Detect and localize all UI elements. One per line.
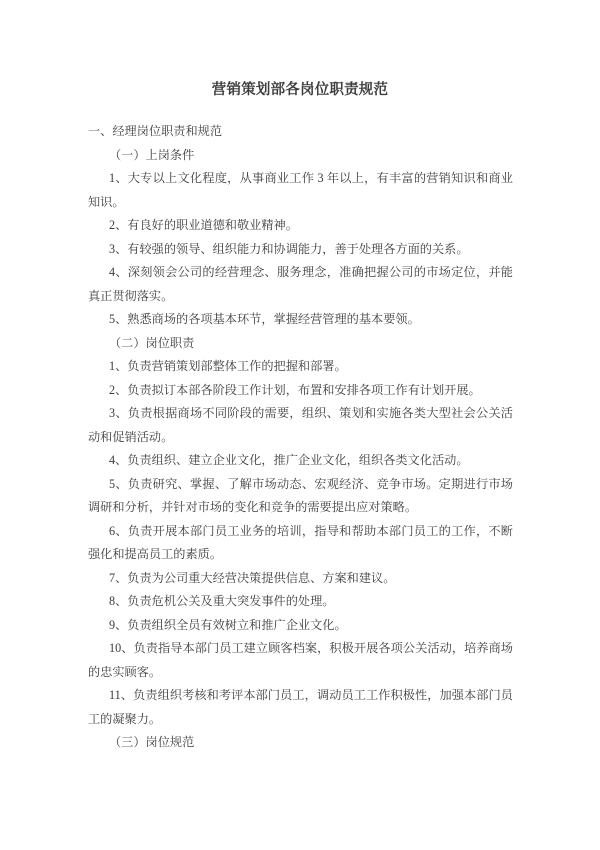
document-line: 调研和分析，并针对市场的变化和竞争的需要提出应对策略。 <box>88 500 418 514</box>
document-line: 动和促销活动。 <box>88 429 174 444</box>
document-line: （一）上岗条件 <box>109 147 195 162</box>
document-line: 9、负责组织全员有效树立和推广企业文化。 <box>109 617 347 632</box>
document-line: （三）岗位规范 <box>109 735 195 749</box>
document-line: 1、负责营销策划部整体工作的把握和部署。 <box>109 359 347 373</box>
document-line: （二）岗位职责 <box>109 335 195 350</box>
document-body <box>88 120 513 755</box>
document-line: 1、大专以上文化程度，从事商业工作 3 年以上，有丰富的营销知识和商业 <box>109 171 513 185</box>
document-line: 知识。 <box>88 194 125 209</box>
document-line: 的忠实顾客。 <box>88 664 162 679</box>
document-line: 10、负责指导本部门员工建立顾客档案，积极开展各项公关活动，培养商场 <box>109 641 513 655</box>
document-line: 4、深刻领会公司的经营理念、服务理念，准确把握公司的市场定位，并能 <box>109 265 513 279</box>
document-line: 2、负责拟订本部各阶段工作计划，布置和安排各项工作有计划开展。 <box>109 382 481 397</box>
document-line: 5、熟悉商场的各项基本环节，掌握经营管理的基本要领。 <box>109 312 420 326</box>
document-line: 3、负责根据商场不同阶段的需要，组织、策划和实施各类大型社会公关活 <box>109 406 513 420</box>
document-line: 8、负责危机公关及重大突发事件的处理。 <box>109 594 335 608</box>
document-line: 4、负责组织、建立企业文化，推广企业文化，组织各类文化活动。 <box>109 453 469 467</box>
document-line: 强化和提高员工的素质。 <box>88 547 223 561</box>
document-line: 5、负责研究、掌握、了解市场动态、宏观经济、竞争市场。定期进行市场 <box>109 476 513 491</box>
document-line: 6、负责开展本部门员工业务的培训，指导和帮助本部门员工的工作，不断 <box>109 523 513 538</box>
document-line: 7、负责为公司重大经营决策提供信息、方案和建议。 <box>109 570 396 585</box>
document-line: 真正贯彻落实。 <box>88 288 174 303</box>
document-title: 营销策划部各岗位职责规范 <box>211 82 389 98</box>
document-line: 11、负责组织考核和考评本部门员工，调动员工工作积极性，加强本部门员 <box>109 688 513 702</box>
document-line: 工的凝聚力。 <box>88 711 162 726</box>
document-line: 一、经理岗位职责和规范 <box>88 124 223 138</box>
document-line: 2、有良好的职业道德和敬业精神。 <box>109 218 298 232</box>
document-line: 3、有较强的领导、组织能力和协调能力，善于处理各方面的关系。 <box>109 241 469 256</box>
